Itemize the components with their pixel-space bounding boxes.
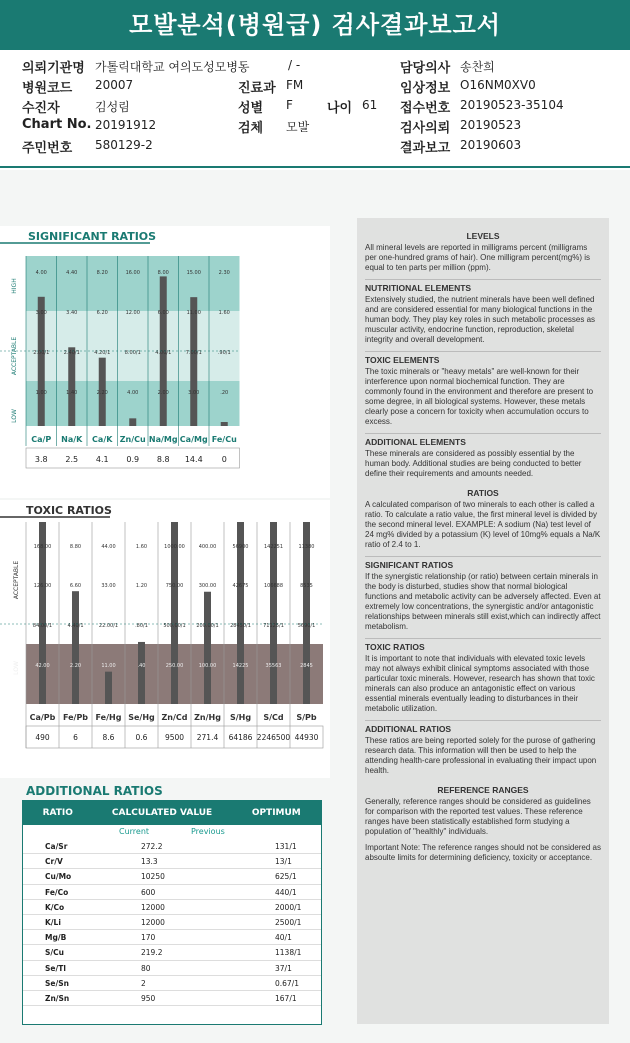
bar-Fe-Hg	[105, 672, 112, 704]
ratio-cell: Fe/Co	[45, 887, 69, 897]
tick-label: 11.00	[186, 310, 201, 316]
specimen: 모발	[286, 120, 310, 134]
note-heading: RATIOS	[467, 488, 499, 498]
tick-label: 4.40	[66, 270, 78, 276]
tick-label: 2845	[300, 663, 313, 669]
ratio-cell: Cu/Mo	[45, 872, 72, 882]
patient-info	[0, 50, 630, 168]
note-text: These minerals are considered as possibly essential by the human body. Additional studies are being conducted to better define their requirements and amounts needed.	[365, 449, 582, 478]
tick-label: 16.00	[125, 270, 140, 276]
table-header	[23, 801, 321, 825]
specimen-label: 검체	[238, 121, 264, 136]
note-text: The toxic minerals or "heavy metals" are well-known for their interference upon normal biochemical function. They are commonly found in the environment and therefore are present to some degree, in all biological systems. However, these metals clearly pose a concern for toxicity when accumulation occurs to excess.	[365, 367, 594, 426]
table-row	[23, 930, 321, 945]
tick-label: 33.00	[101, 583, 116, 589]
doctor-label: 담당의사	[400, 61, 451, 76]
tick-label: 1.60	[218, 310, 230, 316]
value-label: 2246500	[256, 733, 291, 742]
value-label: 271.4	[196, 733, 219, 742]
tick-label: 200.00/1	[196, 623, 219, 629]
value-label: 0	[221, 455, 227, 464]
category-label: S/Cd	[263, 713, 284, 722]
value-label: 0.9	[126, 455, 140, 464]
value-label: 2.5	[65, 455, 79, 464]
ratio-cell: Zn/Sn	[45, 993, 70, 1003]
current-cell: 272.2	[141, 842, 163, 851]
zone-label: LOW	[13, 661, 20, 675]
current-cell: 12000	[141, 902, 165, 912]
tick-label: 2.00/1	[33, 350, 50, 356]
tick-label: 1.60	[135, 544, 148, 550]
tick-label: 8535	[300, 583, 313, 589]
optimum-cell: 37/1	[275, 963, 292, 973]
value-label: 6	[73, 733, 78, 742]
tick-label: 8.20	[96, 270, 108, 276]
category-label: Fe/Hg	[95, 713, 122, 722]
tick-label: .40	[137, 663, 146, 669]
current-header: Current	[119, 827, 150, 836]
note-heading: ADDITIONAL ELEMENTS	[365, 433, 601, 447]
note-heading: REFERENCE RANGES	[437, 785, 529, 795]
tick-label: 1.40	[66, 390, 78, 396]
table-body	[23, 839, 321, 1006]
tick-label: 168.00	[33, 544, 52, 550]
tick-label: 8.00	[157, 270, 169, 276]
tick-label: 3.00	[188, 390, 200, 396]
category-label: Zn/Cu	[119, 435, 146, 444]
request-label: 검사의뢰	[400, 121, 451, 136]
tick-label: 500.00/1	[163, 623, 186, 629]
current-cell: 12000	[141, 917, 165, 927]
tick-label: 100.00	[198, 663, 217, 669]
ratio-cell: S/Cu	[45, 948, 64, 958]
zone-label: LOW	[11, 409, 18, 423]
note-heading: LEVELS	[466, 231, 500, 241]
value-label: 490	[35, 733, 50, 742]
tick-label: 4.40/1	[67, 623, 84, 629]
additional-ratios-title: ADDITIONAL RATIOS	[26, 784, 163, 798]
acceptable-band	[26, 311, 240, 381]
ratio-cell: Se/Tl	[45, 963, 66, 973]
report-title: 모발분석(병원급) 검사결과보고서	[0, 0, 630, 50]
tick-label: 35563	[265, 663, 282, 669]
table-row	[23, 869, 321, 884]
tick-label: 28450/1	[230, 623, 251, 629]
tick-label: 1000.00	[164, 544, 185, 550]
clinical: O16NM0XV0	[460, 78, 536, 92]
tick-label: 4.00/1	[155, 350, 172, 356]
table-row	[23, 991, 321, 1006]
value-label: 0.6	[135, 733, 148, 742]
tick-label: 4.00	[35, 270, 47, 276]
tick-label: 250.00	[165, 663, 184, 669]
note-text: Generally, reference ranges should be considered as guidelines for comparison with the reported test values. These reference ranges have been statistically established form studying a population of "healthly" individuals.	[365, 797, 591, 836]
tick-label: 400.00	[198, 544, 217, 550]
tick-label: 42675	[232, 583, 249, 589]
table-row	[23, 961, 321, 976]
sex-label: 성별	[238, 101, 264, 116]
ratio-cell: K/Co	[45, 902, 65, 912]
ratio-header: RATIO	[42, 808, 73, 818]
value-label: 14.4	[184, 455, 203, 464]
ratio-cell: Mg/B	[45, 933, 67, 943]
note-heading: ADDITIONAL RATIOS	[365, 720, 601, 734]
table-row	[23, 900, 321, 915]
category-label: Na/K	[61, 435, 83, 444]
note-text: It is important to note that individuals with elevated toxic levels may not always exhibit clinical symptoms associated with those particular toxic minerals. However, research has shown that toxic minerals can also produce an antagonistic effect on various essential minerals eventually leading to disturbances in their metabolic utilization.	[365, 654, 595, 713]
tick-label: 2.40/1	[63, 350, 80, 356]
category-label: Fe/Pb	[62, 713, 89, 722]
tick-label: 56900	[232, 544, 249, 550]
current-cell: 170	[141, 933, 156, 943]
collector: 김성림	[95, 100, 130, 114]
optimum-cell: 625/1	[275, 872, 297, 882]
ratio-cell: K/Li	[45, 917, 61, 927]
table-row	[23, 839, 321, 854]
note-heading: TOXIC RATIOS	[365, 638, 601, 652]
tick-label: 750.00	[165, 583, 184, 589]
tick-label: 5690/1	[297, 623, 316, 629]
current-cell: 80	[141, 963, 151, 973]
tick-label: 126.00	[33, 583, 52, 589]
zone-label: HIGH	[11, 278, 18, 294]
tick-label: 3.00	[35, 310, 47, 316]
tick-label: 11.00	[101, 663, 116, 669]
note-text: Extensively studied, the nutrient minerals have been well defined and are considered essential for many biological functions in the human body. They play key roles in such metabolic processes as muscular activity, endocrine function, reproduction, skeletal integrity and overall development.	[365, 295, 596, 344]
table-row	[23, 976, 321, 991]
note-text: These ratios are being reported solely for the purose of gathering research data. This information will then be used to help the attending health-care professional in evaluating their impact upon health.	[365, 736, 597, 775]
institution-label: 의뢰기관명	[22, 61, 85, 76]
tick-label: 22.00/1	[98, 623, 119, 629]
optimum-cell: 13/1	[275, 857, 292, 867]
category-label: S/Hg	[229, 713, 252, 722]
tick-label: 6.60	[69, 583, 82, 589]
optimum-cell: 1138/1	[275, 948, 302, 958]
value-label: 3.8	[34, 455, 48, 464]
tick-label: 2.30	[218, 270, 230, 276]
high-band	[26, 256, 240, 311]
note-heading: TOXIC ELEMENTS	[365, 351, 601, 365]
value-label: 9500	[164, 733, 185, 742]
note-heading: SIGNIFICANT RATIOS	[365, 556, 601, 570]
chart-title: TOXIC RATIOS	[26, 504, 112, 517]
zone-label: ACCEPTABLE	[13, 560, 20, 600]
tick-label: 71125/1	[263, 623, 284, 629]
bar-Fe-Cu	[221, 422, 228, 426]
note-text: All mineral levels are reported in milligrams percent (milligrams per one-hundred grams of hair). One milligram percent(mg%) is equal to ten parts per million (ppm).	[365, 243, 590, 272]
result-label: 결과보고	[400, 141, 451, 156]
tick-label: 8.80	[69, 544, 82, 550]
clinical-label: 임상정보	[400, 81, 451, 96]
tick-label: 14225	[232, 663, 249, 669]
bar-Zn-Cu	[129, 418, 136, 426]
optimum-cell: 0.67/1	[275, 978, 299, 988]
tick-label: 3.40	[66, 310, 78, 316]
bar-Se-Hg	[138, 642, 145, 704]
tick-label: .80/1	[135, 623, 148, 629]
tick-label: 4.00	[127, 390, 139, 396]
table-row	[23, 915, 321, 930]
category-label: Se/Hg	[128, 713, 155, 722]
chart-no: 20191912	[95, 118, 157, 132]
tick-label: 84.00/1	[32, 623, 53, 629]
current-cell: 2	[141, 978, 146, 988]
current-cell: 10250	[141, 872, 165, 882]
tick-label: 300.00	[198, 583, 217, 589]
optimum-cell: 2500/1	[275, 917, 302, 927]
explanatory-notes	[357, 218, 609, 1024]
tick-label: 6.00	[157, 310, 169, 316]
note-text: A calculated comparison of two minerals to each other is called a ratio. To calculate a ratio value, the first mineral level is divided by the second mineral level. EXAMPLE: A sodium (Na) test level of 24 mg% divided by a potassium (K) level of 10mg% equals a Na/K ratio of 2.4 to 1.	[365, 500, 601, 549]
tick-label: 106688	[263, 583, 284, 589]
tick-label: 142251	[263, 544, 284, 550]
tick-label: 2.20	[96, 390, 108, 396]
table-row	[23, 854, 321, 869]
current-cell: 219.2	[141, 948, 163, 958]
note-heading: NUTRITIONAL ELEMENTS	[365, 279, 601, 293]
receipt: 20190523-35104	[460, 98, 564, 112]
dept-label: 진료과	[238, 81, 276, 96]
value-label: 8.8	[156, 455, 170, 464]
hospital-code-label: 병원코드	[22, 81, 73, 96]
hospital-code: 20007	[95, 78, 134, 92]
category-label: Fe/Cu	[211, 435, 237, 444]
category-label: S/Pb	[296, 713, 317, 722]
category-label: Ca/Mg	[179, 435, 208, 444]
dept: FM	[286, 78, 304, 92]
tick-label: 1.00	[35, 390, 47, 396]
result-date: 20190603	[460, 138, 522, 152]
optimum-cell: 40/1	[275, 933, 292, 943]
significant-ratios-chart	[0, 226, 330, 498]
sex: F	[286, 98, 293, 112]
ratio-cell: Ca/Sr	[45, 842, 68, 851]
calc-header: CALCULATED VALUE	[111, 808, 213, 818]
age-label: 나이	[327, 101, 353, 116]
id-no: 580129-2	[95, 138, 153, 152]
optimum-cell: 167/1	[275, 993, 297, 1003]
optimum-cell: 2000/1	[275, 902, 302, 912]
additional-ratios-table	[22, 800, 322, 1025]
category-label: Ca/P	[31, 435, 52, 444]
tick-label: 12.00	[125, 310, 140, 316]
value-label: 44930	[294, 733, 319, 742]
value-label: 64186	[228, 733, 253, 742]
tick-label: 7.00/1	[185, 350, 202, 356]
category-label: Na/Mg	[148, 435, 178, 444]
collector-label: 수진자	[22, 101, 60, 116]
current-cell: 950	[141, 993, 156, 1003]
tick-label: .90/1	[217, 350, 231, 356]
category-label: Ca/K	[92, 435, 113, 444]
note-text: Important Note: The reference ranges should not be considered as absoulte limits for determining deficiency, toxicity or acceptance.	[365, 843, 601, 862]
institution-extra: / -	[288, 58, 301, 72]
request-date: 20190523	[460, 118, 522, 132]
tick-label: 2.20	[69, 663, 82, 669]
receipt-label: 접수번호	[400, 101, 451, 116]
tick-label: 1.20	[135, 583, 148, 589]
toxic-ratios-chart	[0, 500, 330, 778]
ratio-cell: Se/Sn	[45, 978, 69, 988]
age: 61	[362, 98, 378, 112]
table-row	[23, 945, 321, 960]
current-cell: 13.3	[141, 857, 158, 867]
note-text: If the synergistic relationship (or ratio) between certain minerals in the body is disturbed, studies show that normal biological functions and metabolic activity can be adversely affected. Even at extremely low concentrations, the synergistic and/or antagonistic relationships between minerals still exist,which can indirectly affect metabolism.	[365, 572, 601, 631]
chart-label: Chart No.	[22, 117, 92, 132]
table-row	[23, 885, 321, 900]
zone-label: ACCEPTABLE	[11, 336, 18, 376]
chart-title: SIGNIFICANT RATIOS	[28, 230, 157, 243]
category-label: Zn/Cd	[161, 713, 188, 722]
bar-Zn-Hg	[204, 592, 211, 704]
id-label: 주민번호	[22, 141, 73, 156]
value-label: 4.1	[95, 455, 109, 464]
subheader	[23, 825, 321, 839]
tick-label: .20	[220, 390, 229, 396]
optimum-cell: 131/1	[275, 842, 297, 851]
tick-label: 15.00	[186, 270, 201, 276]
tick-label: 4.20/1	[94, 350, 111, 356]
ratio-cell: Cr/V	[45, 857, 63, 867]
current-cell: 600	[141, 887, 156, 897]
tick-label: 42.00	[35, 663, 50, 669]
tick-label: 11380	[298, 544, 315, 550]
value-label: 8.6	[102, 733, 115, 742]
tick-label: 44.00	[101, 544, 116, 550]
institution: 가톨릭대학교 여의도성모병동	[95, 60, 250, 74]
category-label: Zn/Hg	[194, 713, 221, 722]
doctor: 송찬희	[460, 60, 495, 74]
previous-header: Previous	[191, 827, 225, 836]
category-label: Ca/Pb	[29, 713, 56, 722]
tick-label: 8.00/1	[124, 350, 141, 356]
tick-label: 6.20	[96, 310, 108, 316]
tick-label: 2.00	[157, 390, 169, 396]
optimum-header: OPTIMUM	[251, 808, 301, 818]
optimum-cell: 440/1	[275, 887, 297, 897]
